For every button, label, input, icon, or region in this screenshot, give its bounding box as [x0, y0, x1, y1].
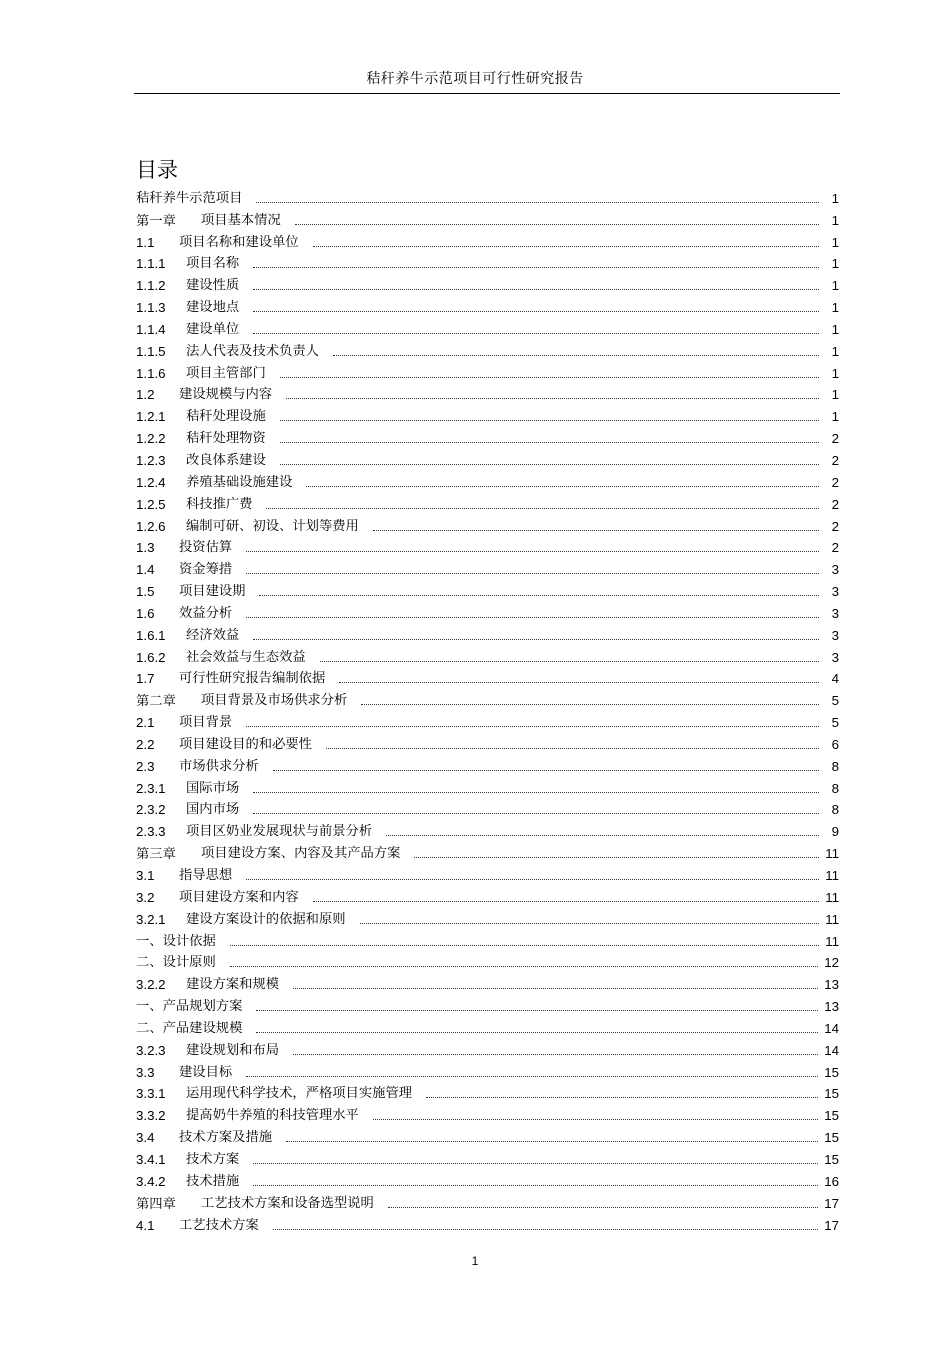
- dot-leader: [253, 792, 819, 793]
- toc-entry-number: 2.1: [136, 715, 155, 731]
- toc-entry-number: 1.1.3: [136, 300, 166, 316]
- toc-entry-page: 13: [824, 977, 839, 993]
- toc-entry-title: 养殖基础设施建设: [186, 474, 293, 490]
- toc-entry[interactable]: [136, 513, 839, 535]
- toc-entry-page: 12: [824, 955, 839, 971]
- dot-leader: [256, 1032, 818, 1033]
- toc-entry[interactable]: [136, 578, 839, 600]
- toc-entry[interactable]: [136, 797, 839, 819]
- toc-entry-page: 11: [825, 868, 839, 883]
- toc-entry-title: 项目建设目的和必要性: [179, 736, 312, 752]
- dot-leader: [373, 530, 819, 531]
- toc-entry[interactable]: [136, 971, 839, 993]
- toc-entry[interactable]: [136, 1081, 839, 1103]
- toc-entry-number: 1.2.6: [136, 518, 166, 534]
- toc-entry-title: 项目名称和建设单位: [179, 234, 299, 250]
- toc-entry-number: 3.4: [136, 1130, 155, 1146]
- toc-entry-number: 3.2.3: [136, 1042, 166, 1058]
- toc-entry[interactable]: [136, 687, 839, 709]
- toc-entry-number: 1.2.2: [136, 431, 166, 447]
- toc-entry[interactable]: [136, 207, 839, 229]
- toc-entry[interactable]: [136, 491, 839, 513]
- dot-leader: [333, 355, 819, 356]
- dot-leader: [259, 595, 819, 596]
- toc-entry-number: 1.1.2: [136, 278, 166, 294]
- dot-leader: [253, 813, 819, 814]
- dot-leader: [286, 398, 819, 399]
- toc-entry-page: 15: [824, 1130, 839, 1146]
- dot-leader: [253, 311, 819, 312]
- dot-leader: [386, 835, 819, 836]
- toc-heading: 目录: [136, 158, 178, 182]
- toc-entry-title: 一、设计依据: [136, 933, 216, 949]
- dot-leader: [280, 442, 819, 443]
- toc-entry[interactable]: [136, 185, 839, 207]
- toc-entry-page: 1: [831, 321, 839, 337]
- dot-leader: [246, 726, 819, 727]
- toc-entry[interactable]: [136, 294, 839, 316]
- toc-entry-page: 4: [831, 671, 839, 687]
- toc-entry-number: 1.1.1: [136, 256, 166, 272]
- toc-entry-title: 建设性质: [186, 278, 240, 294]
- toc-entry-title: 秸秆处理物资: [186, 431, 266, 447]
- toc-entry-page: 6: [831, 736, 839, 752]
- toc-entry-page: 11: [825, 889, 839, 905]
- dot-leader: [313, 901, 819, 902]
- toc-entry-page: 3: [831, 649, 839, 665]
- toc-entry[interactable]: [136, 272, 839, 294]
- toc-entry-title: 技术方案及措施: [179, 1130, 273, 1146]
- toc-entry-number: 第三章: [136, 846, 176, 862]
- toc-entry-title: 工艺技术方案: [179, 1217, 259, 1233]
- toc-entry-page: 15: [824, 1108, 839, 1124]
- toc-entry-number: 1.5: [136, 584, 155, 600]
- dot-leader: [246, 573, 819, 574]
- toc-entry-title: 资金筹措: [179, 562, 233, 578]
- toc-entry[interactable]: [136, 993, 839, 1015]
- toc-entry[interactable]: [136, 1168, 839, 1190]
- dot-leader: [280, 464, 819, 465]
- dot-leader: [286, 1141, 818, 1142]
- toc-entry[interactable]: [136, 884, 839, 906]
- toc-entry-page: 14: [824, 1042, 839, 1058]
- toc-entry-title: 二、设计原则: [136, 955, 216, 971]
- toc-entry[interactable]: [136, 1124, 839, 1146]
- toc-entry-page: 3: [831, 605, 839, 621]
- toc-entry-number: 1.1.4: [136, 321, 166, 337]
- toc-entry-page: 2: [831, 431, 839, 447]
- toc-entry-page: 1: [831, 234, 839, 250]
- toc-entry-number: 第一章: [136, 212, 176, 228]
- dot-leader: [246, 1076, 818, 1077]
- toc-entry-title: 国内市场: [186, 802, 240, 818]
- toc-entry-title: 建设目标: [179, 1064, 233, 1080]
- toc-entry-page: 8: [831, 802, 839, 818]
- toc-entry[interactable]: [136, 731, 839, 753]
- table-of-contents: [136, 185, 839, 1234]
- toc-entry-number: 3.3.2: [136, 1108, 166, 1124]
- toc-entry-page: 15: [824, 1086, 839, 1102]
- toc-entry-page: 5: [831, 715, 839, 731]
- toc-entry-title: 项目名称: [186, 256, 240, 272]
- toc-entry-number: 3.3.1: [136, 1086, 166, 1102]
- toc-entry-page: 1: [831, 300, 839, 316]
- toc-entry-page: 17: [824, 1195, 839, 1211]
- toc-entry-title: 项目区奶业发展现状与前景分析: [186, 824, 373, 840]
- toc-entry[interactable]: [136, 600, 839, 622]
- toc-entry-title: 指导思想: [179, 868, 233, 883]
- toc-entry-title: 项目背景及市场供求分析: [201, 693, 348, 709]
- dot-leader: [373, 1119, 818, 1120]
- toc-entry[interactable]: [136, 1190, 839, 1212]
- toc-entry-page: 15: [824, 1064, 839, 1080]
- toc-entry-title: 建设规模与内容: [179, 387, 273, 403]
- toc-entry-title: 投资估算: [179, 540, 233, 556]
- toc-entry-number: 1.6.1: [136, 627, 166, 643]
- toc-entry-number: 1.7: [136, 671, 155, 687]
- toc-entry-number: 1.1.6: [136, 365, 166, 381]
- dot-leader: [295, 224, 819, 225]
- toc-entry[interactable]: [136, 338, 839, 360]
- toc-entry-number: 1.1: [136, 234, 155, 250]
- toc-entry[interactable]: [136, 928, 839, 950]
- toc-entry-title: 一、产品规划方案: [136, 999, 243, 1015]
- toc-entry-title: 项目主管部门: [186, 365, 266, 381]
- toc-entry[interactable]: [136, 775, 839, 797]
- toc-entry-number: 1.6: [136, 605, 155, 621]
- dot-leader: [280, 420, 819, 421]
- toc-entry[interactable]: [136, 950, 839, 972]
- toc-entry-number: 1.2.4: [136, 474, 166, 490]
- toc-entry-page: 2: [831, 540, 839, 556]
- toc-entry-page: 1: [831, 278, 839, 294]
- toc-entry[interactable]: [136, 403, 839, 425]
- toc-entry-number: 1.2: [136, 387, 155, 403]
- toc-entry[interactable]: [136, 447, 839, 469]
- toc-entry-page: 2: [831, 452, 839, 468]
- toc-entry-number: 第二章: [136, 693, 176, 709]
- toc-entry-number: 1.6.2: [136, 649, 166, 665]
- dot-leader: [414, 857, 819, 858]
- toc-entry-number: 3.3: [136, 1064, 155, 1080]
- toc-entry[interactable]: [136, 469, 839, 491]
- toc-entry-number: 3.4.2: [136, 1173, 166, 1189]
- toc-entry[interactable]: [136, 360, 839, 382]
- dot-leader: [253, 267, 819, 268]
- toc-entry-title: 建设规划和布局: [186, 1042, 280, 1058]
- toc-entry[interactable]: [136, 1146, 839, 1168]
- dot-leader: [253, 289, 819, 290]
- toc-entry-page: 17: [824, 1217, 839, 1233]
- dot-leader: [320, 661, 819, 662]
- toc-entry-title: 秸秆处理设施: [186, 409, 266, 425]
- dot-leader: [326, 748, 819, 749]
- toc-entry-title: 运用现代科学技术，严格项目实施管理: [186, 1086, 413, 1102]
- toc-entry-number: 1.2.1: [136, 409, 166, 425]
- toc-entry-page: 15: [824, 1151, 839, 1167]
- toc-entry-title: 可行性研究报告编制依据: [179, 671, 326, 687]
- toc-entry-page: 11: [825, 911, 839, 927]
- toc-entry-number: 2.2: [136, 736, 155, 752]
- toc-entry-number: 2.3.3: [136, 824, 166, 840]
- toc-entry-page: 3: [831, 584, 839, 600]
- toc-entry-title: 科技推广费: [186, 496, 253, 512]
- toc-entry-page: 1: [831, 212, 839, 228]
- toc-entry[interactable]: [136, 862, 839, 884]
- toc-entry-page: 5: [831, 693, 839, 709]
- dot-leader: [253, 639, 819, 640]
- toc-entry[interactable]: [136, 1015, 839, 1037]
- dot-leader: [293, 988, 818, 989]
- toc-entry-title: 项目建设方案和内容: [179, 889, 299, 905]
- toc-entry-page: 8: [831, 780, 839, 796]
- toc-entry-number: 2.3: [136, 758, 155, 774]
- toc-entry-number: 3.2.2: [136, 977, 166, 993]
- toc-entry-title: 项目基本情况: [201, 212, 281, 228]
- toc-entry-title: 项目建设期: [179, 584, 246, 600]
- toc-entry-title: 技术方案: [186, 1151, 240, 1167]
- toc-entry-title: 技术措施: [186, 1173, 240, 1189]
- toc-entry[interactable]: [136, 622, 839, 644]
- toc-entry[interactable]: [136, 251, 839, 273]
- toc-entry[interactable]: [136, 556, 839, 578]
- dot-leader: [256, 1010, 818, 1011]
- toc-entry-title: 建设方案和规模: [186, 977, 280, 993]
- footer-page-number: 1: [471, 1254, 479, 1268]
- toc-entry-title: 建设方案设计的依据和原则: [186, 911, 346, 927]
- header-rule: [134, 93, 840, 94]
- toc-entry[interactable]: [136, 535, 839, 557]
- toc-entry-title: 项目建设方案、内容及其产品方案: [201, 846, 401, 862]
- toc-entry[interactable]: [136, 644, 839, 666]
- toc-entry-title: 秸秆养牛示范项目: [136, 190, 243, 206]
- toc-entry-number: 2.3.1: [136, 780, 166, 796]
- toc-entry-number: 3.1: [136, 868, 155, 883]
- dot-leader: [253, 1163, 818, 1164]
- toc-entry-title: 经济效益: [186, 627, 240, 643]
- dot-leader: [313, 246, 819, 247]
- dot-leader: [230, 945, 819, 946]
- toc-entry-number: 1.2.5: [136, 496, 166, 512]
- dot-leader: [361, 704, 819, 705]
- toc-entry-page: 14: [824, 1020, 839, 1036]
- toc-entry-title: 建设单位: [186, 321, 240, 337]
- toc-entry[interactable]: [136, 1059, 839, 1081]
- toc-entry-title: 编制可研、初设、计划等费用: [186, 518, 359, 534]
- toc-entry-title: 法人代表及技术负责人: [186, 343, 319, 359]
- toc-entry-number: 3.4.1: [136, 1151, 166, 1167]
- toc-entry[interactable]: [136, 316, 839, 338]
- dot-leader: [253, 1185, 818, 1186]
- dot-leader: [230, 966, 818, 967]
- toc-entry-page: 1: [831, 409, 839, 425]
- toc-entry-number: 1.2.3: [136, 452, 166, 468]
- toc-entry-title: 效益分析: [179, 605, 233, 621]
- toc-entry-page: 11: [825, 933, 839, 949]
- toc-entry-page: 2: [831, 518, 839, 534]
- toc-entry-number: 4.1: [136, 1217, 155, 1233]
- toc-entry-number: 3.2.1: [136, 911, 166, 927]
- dot-leader: [266, 508, 819, 509]
- toc-entry-title: 建设地点: [186, 300, 240, 316]
- toc-entry-title: 社会效益与生态效益: [186, 649, 306, 665]
- toc-entry-number: 1.3: [136, 540, 155, 556]
- toc-entry-page: 9: [831, 824, 839, 840]
- toc-entry-page: 11: [825, 846, 839, 862]
- toc-entry-page: 16: [824, 1173, 839, 1189]
- dot-leader: [280, 377, 819, 378]
- toc-entry-page: 8: [831, 758, 839, 774]
- toc-entry-title: 项目背景: [179, 715, 233, 731]
- dot-leader: [388, 1207, 818, 1208]
- toc-entry[interactable]: [136, 906, 839, 928]
- dot-leader: [253, 333, 819, 334]
- toc-entry[interactable]: [136, 1102, 839, 1124]
- toc-entry[interactable]: [136, 840, 839, 862]
- toc-entry[interactable]: [136, 425, 839, 447]
- toc-entry-number: 1.4: [136, 562, 155, 578]
- dot-leader: [426, 1097, 818, 1098]
- toc-entry-title: 工艺技术方案和设备选型说明: [201, 1195, 374, 1211]
- dot-leader: [273, 1229, 818, 1230]
- toc-entry-title: 市场供求分析: [179, 758, 259, 774]
- toc-entry-page: 2: [831, 496, 839, 512]
- toc-entry[interactable]: [136, 709, 839, 731]
- dot-leader: [246, 551, 819, 552]
- toc-entry[interactable]: [136, 1212, 839, 1234]
- dot-leader: [339, 682, 819, 683]
- document-header-title: 秸秆养牛示范项目可行性研究报告: [366, 71, 584, 87]
- dot-leader: [360, 923, 819, 924]
- toc-entry-title: 改良体系建设: [186, 452, 266, 468]
- toc-entry[interactable]: [136, 229, 839, 251]
- dot-leader: [246, 617, 819, 618]
- toc-entry[interactable]: [136, 666, 839, 688]
- dot-leader: [273, 770, 819, 771]
- toc-entry[interactable]: [136, 382, 839, 404]
- toc-entry[interactable]: [136, 818, 839, 840]
- dot-leader: [293, 1054, 818, 1055]
- toc-entry-number: 第四章: [136, 1195, 176, 1211]
- toc-entry-page: 1: [831, 365, 839, 381]
- toc-entry-page: 2: [831, 474, 839, 490]
- toc-entry[interactable]: [136, 753, 839, 775]
- toc-entry-page: 3: [831, 562, 839, 578]
- toc-entry[interactable]: [136, 1037, 839, 1059]
- dot-leader: [256, 202, 819, 203]
- toc-entry-title: 二、产品建设规模: [136, 1020, 243, 1036]
- toc-entry-page: 1: [831, 256, 839, 272]
- toc-entry-number: 2.3.2: [136, 802, 166, 818]
- toc-entry-number: 3.2: [136, 889, 155, 905]
- dot-leader: [246, 879, 819, 880]
- toc-entry-page: 1: [831, 387, 839, 403]
- toc-entry-page: 1: [831, 343, 839, 359]
- toc-entry-page: 1: [831, 190, 839, 206]
- toc-entry-number: 1.1.5: [136, 343, 166, 359]
- dot-leader: [306, 486, 819, 487]
- toc-entry-page: 13: [824, 999, 839, 1015]
- toc-entry-page: 3: [831, 627, 839, 643]
- toc-entry-title: 提高奶牛养殖的科技管理水平: [186, 1108, 359, 1124]
- toc-entry-title: 国际市场: [186, 780, 240, 796]
